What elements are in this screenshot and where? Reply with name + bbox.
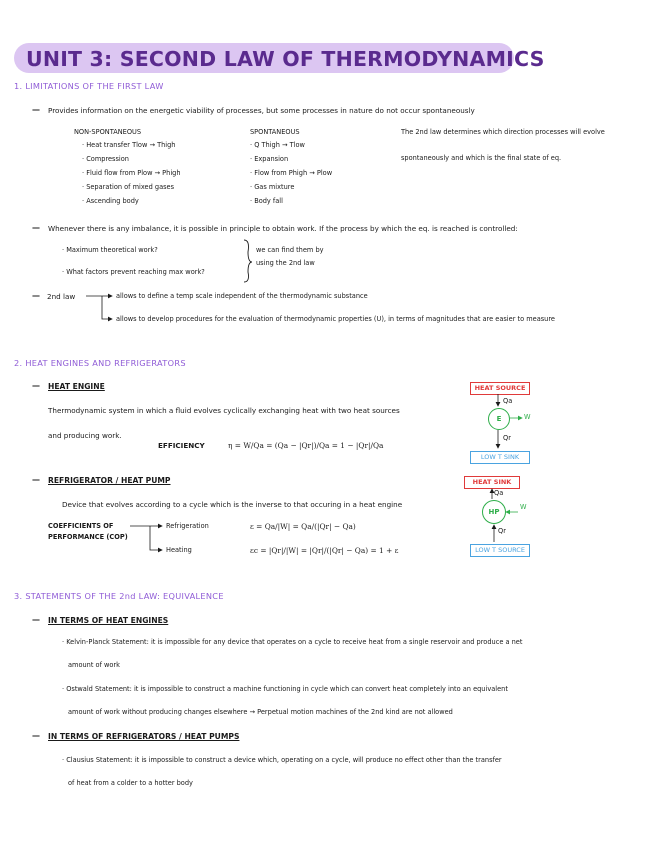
spontaneous-heading: SPONTANEOUS	[250, 128, 300, 136]
spont-item-1: · Q Thigh → Tlow	[250, 141, 305, 149]
efficiency-label: EFFICIENCY	[158, 441, 205, 450]
second-law-use-b: allows to develop procedures for the evaluation of thermodynamic properties (U), in terms of magnitudes that are easier to measure	[116, 315, 555, 323]
spont-item-5: · Body fall	[250, 197, 283, 205]
work-label: W	[524, 413, 531, 421]
kelvin-planck-line-2: amount of work	[68, 661, 120, 669]
arrow	[102, 296, 112, 319]
ostwald-line-1: · Ostwald Statement: it is impossible to construct a machine functioning in cycle which can convert heat completely into an equivalent	[62, 685, 508, 693]
nonspont-item-4: · Separation of mixed gases	[82, 183, 175, 191]
bullet-dash: —	[32, 381, 40, 390]
clausius-line-1: · Clausius Statement: it is impossible to construct a device which, operating on a cycle, will produce no effect other than the transfer	[62, 756, 502, 764]
bullet-dash: —	[32, 731, 40, 740]
kelvin-planck-line-1: · Kelvin-Planck Statement: it is impossible for any device that operates on a cycle to receive heat from a single reservoir and produce a net	[62, 638, 523, 646]
bullet-dash: —	[32, 291, 40, 300]
cop-heating-equation: εc = |Qr|/|W| = |Qr|/(|Qr| − Qa) = 1 + ε	[250, 546, 399, 555]
heat-sink-box: HEAT SINK	[464, 476, 520, 489]
cop-refrigeration-equation: ε = Qa/|W| = Qa/(|Qr| − Qa)	[250, 522, 356, 531]
second-law-use-a: allows to define a temp scale independent of the thermodynamic substance	[116, 292, 368, 300]
bullet-dash: —	[32, 615, 40, 624]
second-law-note-2: spontaneously and which is the final state of eq.	[401, 154, 562, 162]
heat-engine-desc-2: and producing work.	[48, 431, 122, 440]
section-2-heading: 2. HEAT ENGINES AND REFRIGERATORS	[14, 358, 186, 368]
work-label: W	[520, 503, 527, 511]
section-1-heading: 1. LIMITATIONS OF THE FIRST LAW	[14, 81, 164, 91]
qa-label: Qa	[503, 397, 513, 405]
heat-engine-desc-1: Thermodynamic system in which a fluid evolves cyclically exchanging heat with two heat sources	[48, 406, 400, 415]
heat-pump-circle: HP	[482, 500, 506, 524]
answer-line-1: we can find them by	[256, 246, 324, 254]
section-3-heading: 3. STATEMENTS OF THE 2nd LAW: EQUIVALENCE	[14, 591, 224, 601]
page-title: UNIT 3: SECOND LAW OF THERMODYNAMICS	[26, 47, 545, 71]
low-t-sink-box: LOW T SINK	[470, 451, 530, 464]
answer-line-2: using the 2nd law	[256, 259, 315, 267]
s1-paragraph-1: Provides information on the energetic viability of processes, but some processes in nature do not occur spontaneously	[48, 106, 475, 115]
refrigeration-label: Refrigeration	[166, 522, 209, 530]
nonspont-item-1: · Heat transfer Tlow → Thigh	[82, 141, 176, 149]
nonspont-item-2: · Compression	[82, 155, 129, 163]
arrow	[150, 526, 162, 550]
clausius-line-2: of heat from a colder to a hotter body	[68, 779, 193, 787]
nonspont-item-3: · Fluid flow from Plow → Phigh	[82, 169, 181, 177]
low-t-source-box: LOW T SOURCE	[470, 544, 530, 557]
nonspontaneous-heading: NON-SPONTANEOUS	[74, 128, 142, 136]
heating-label: Heating	[166, 546, 192, 554]
bullet-dash: —	[32, 105, 40, 114]
second-law-label: 2nd law	[47, 292, 76, 301]
qr-label: Qr	[503, 434, 511, 442]
question-prevent-max-work: · What factors prevent reaching max work?	[62, 268, 205, 276]
engine-circle: E	[488, 408, 510, 430]
cop-label-1: COEFFICIENTS OF	[48, 522, 114, 530]
spont-item-4: · Gas mixture	[250, 183, 295, 191]
qa-label: Qa	[494, 489, 504, 497]
bullet-dash: —	[32, 223, 40, 232]
spont-item-3: · Flow from Phigh → Plow	[250, 169, 333, 177]
heat-source-box: HEAT SOURCE	[470, 382, 530, 395]
cop-label-2: PERFORMANCE (COP)	[48, 533, 128, 541]
heat-engine-heading: HEAT ENGINE	[48, 382, 105, 391]
heat-engines-subheading: IN TERMS OF HEAT ENGINES	[48, 616, 169, 625]
refrigerators-subheading: IN TERMS OF REFRIGERATORS / HEAT PUMPS	[48, 732, 240, 741]
refrigerator-heading: REFRIGERATOR / HEAT PUMP	[48, 476, 171, 485]
qr-label: Qr	[498, 527, 506, 535]
refrigerator-desc: Device that evolves according to a cycle which is the inverse to that occuring in a heat engine	[62, 500, 403, 509]
efficiency-equation: η = W/Qa = (Qa − |Qr|)/Qa = 1 − |Qr|/Qa	[228, 441, 384, 450]
question-max-work: · Maximum theoretical work?	[62, 246, 158, 254]
second-law-note-1: The 2nd law determines which direction processes will evolve	[401, 128, 605, 136]
ostwald-line-2: amount of work without producing changes elsewhere → Perpetual motion machines of the 2nd kind are not allowed	[68, 708, 453, 716]
brace	[244, 240, 252, 282]
bullet-dash: —	[32, 475, 40, 484]
nonspont-item-5: · Ascending body	[82, 197, 139, 205]
s1-paragraph-2: Whenever there is any imbalance, it is possible in principle to obtain work. If the process by which the eq. is reached is controlled:	[48, 224, 518, 233]
spont-item-2: · Expansion	[250, 155, 289, 163]
